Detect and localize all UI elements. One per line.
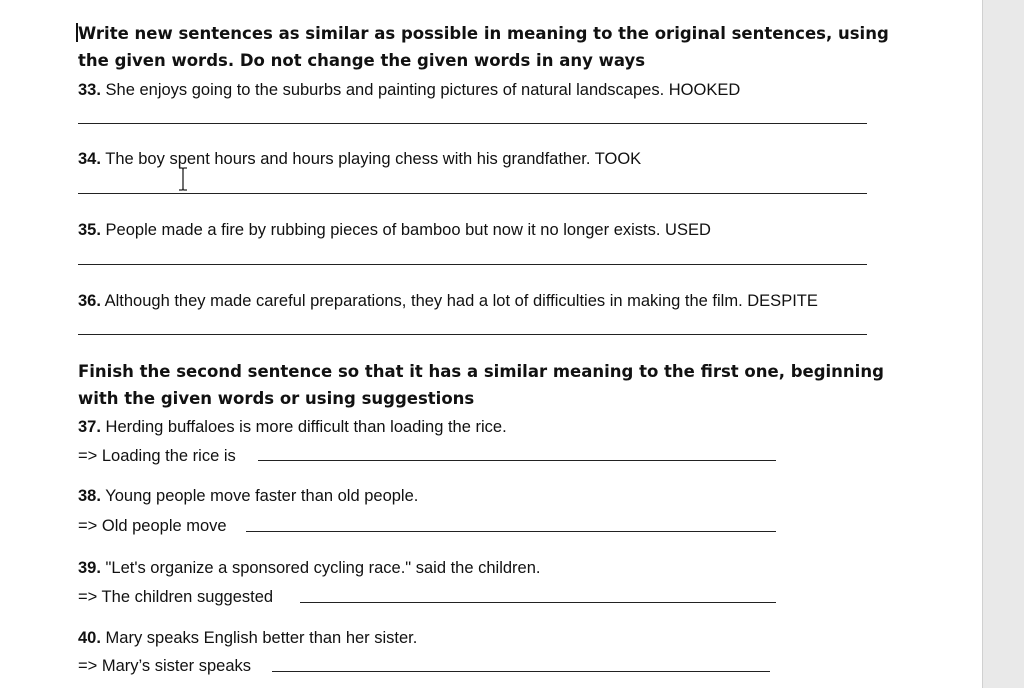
question-text: Herding buffaloes is more difficult than loading the rice. <box>105 418 507 436</box>
question-33 <box>78 80 740 100</box>
answer-line-39[interactable] <box>300 602 776 603</box>
vertical-scrollbar[interactable] <box>982 0 1024 688</box>
answer-line-37[interactable] <box>258 460 776 461</box>
answer-line-38[interactable] <box>246 531 776 532</box>
prompt-38: => Old people move <box>78 517 227 535</box>
answer-line-34[interactable] <box>78 193 867 194</box>
question-text: The boy spent hours and hours playing chess with his grandfather. TOOK <box>105 150 642 168</box>
ibeam-cursor-icon <box>176 167 190 191</box>
question-number: 33. <box>78 81 101 99</box>
question-39 <box>78 558 540 578</box>
question-number: 38. <box>78 487 101 505</box>
answer-line-33[interactable] <box>78 123 867 124</box>
prompt-40: => Mary’s sister speaks <box>78 657 252 675</box>
question-37 <box>78 417 507 437</box>
section1-instructions: Write new sentences as similar as possible in meaning to the original sentences, using the given words. Do not change the given words in any ways <box>78 24 889 70</box>
question-number: 39. <box>78 559 101 577</box>
question-38 <box>78 486 418 506</box>
question-text: Mary speaks English better than her sister. <box>105 629 418 647</box>
section2-instructions: Finish the second sentence so that it has a similar meaning to the first one, beginning with the given words or using suggestions <box>78 362 884 408</box>
prompt-37: => Loading the rice is <box>78 447 236 465</box>
question-text: Young people move faster than old people. <box>105 487 419 505</box>
question-40 <box>78 628 417 648</box>
question-number: 35. <box>78 221 101 239</box>
question-text: She enjoys going to the suburbs and painting pictures of natural landscapes. HOOKED <box>105 81 741 99</box>
question-number: 40. <box>78 629 101 647</box>
answer-line-36[interactable] <box>78 334 867 335</box>
answer-line-40[interactable] <box>272 671 770 672</box>
question-36 <box>78 291 818 311</box>
question-number: 36. <box>78 292 101 310</box>
question-number: 37. <box>78 418 101 436</box>
question-35 <box>78 220 711 240</box>
question-text: Although they made careful preparations, they had a lot of difficulties in making the film. DESPITE <box>104 292 818 310</box>
question-text: "Let's organize a sponsored cycling race." said the children. <box>105 559 541 577</box>
question-34 <box>78 149 641 169</box>
question-text: People made a fire by rubbing pieces of bamboo but now it no longer exists. USED <box>105 221 711 239</box>
question-number: 34. <box>78 150 101 168</box>
answer-line-35[interactable] <box>78 264 867 265</box>
prompt-39: => The children suggested <box>78 588 274 606</box>
